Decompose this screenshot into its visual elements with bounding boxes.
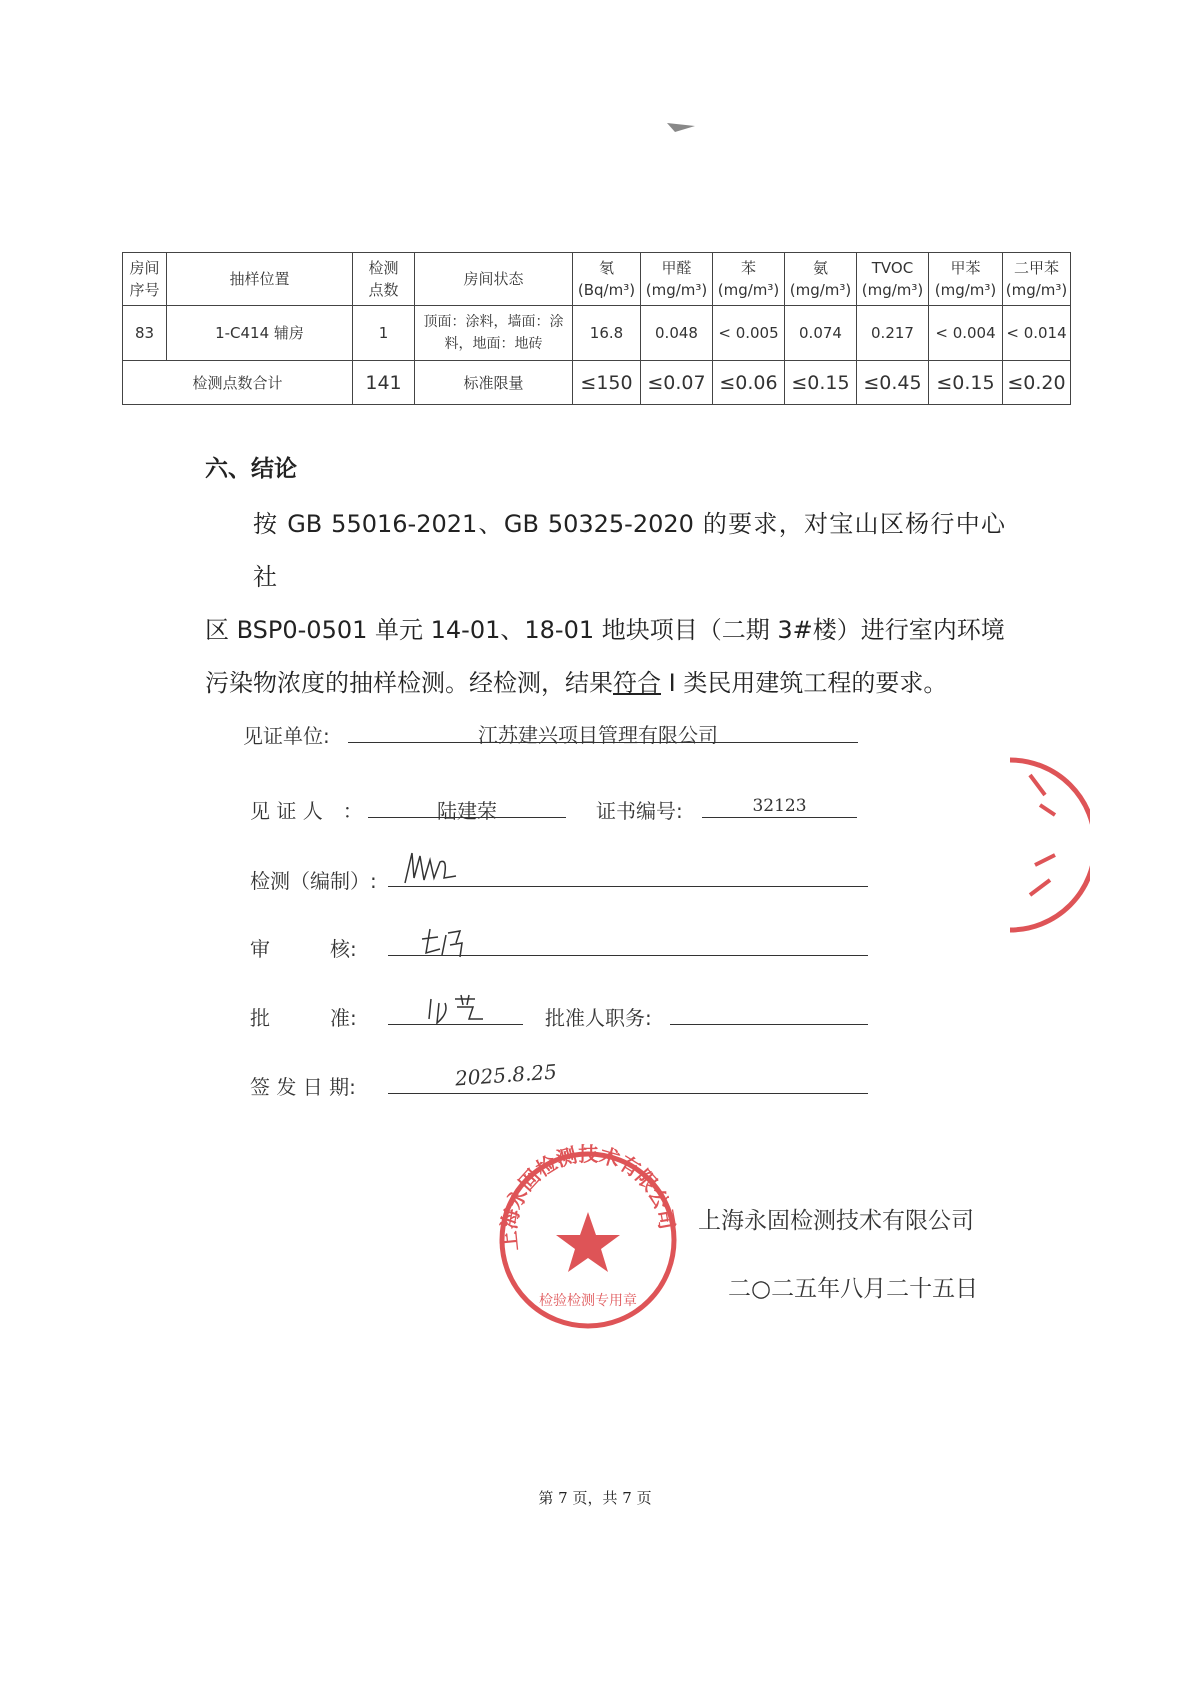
tester-signature [400,848,460,888]
header-cell: 房间 序号 [123,253,167,306]
cell: < 0.005 [713,306,785,361]
cert-line [702,817,857,818]
cell: < 0.014 [1003,306,1071,361]
limit-cell: ≤0.15 [929,361,1003,405]
results-table [122,252,1071,405]
header-cell: 房间状态 [415,253,573,306]
table-total-row [123,361,1071,405]
header-cell: 苯 (mg/m³) [713,253,785,306]
cell: < 0.004 [929,306,1003,361]
company-stamp [488,1140,688,1340]
witness-name: 陆建荣 [437,799,497,823]
limit-cell: ≤0.45 [857,361,929,405]
header-cell: 检测 点数 [353,253,415,306]
header-cell: 甲苯 (mg/m³) [929,253,1003,306]
witness-unit: 江苏建兴项目管理有限公司 [478,723,718,747]
reviewer-signature [420,925,470,960]
cell: 1-C414 辅房 [167,306,353,361]
cell: 1 [353,306,415,361]
scan-mark [665,120,700,135]
issue-date-line [388,1093,868,1094]
header-cell: 氡 (Bq/m³) [573,253,641,306]
cell: 16.8 [573,306,641,361]
issue-date: 2025.8.25 [454,1059,558,1091]
tester-label: 检测（编制）: [250,869,377,893]
approver-title-line [670,1024,868,1025]
limit-cell: ≤0.06 [713,361,785,405]
limit-cell: ≤0.20 [1003,361,1071,405]
approver-signature [425,993,495,1028]
conclusion-text: 按 GB 55016-2021、GB 50325-2020 的要求，对宝山区杨行中心社 区 BSP0-0501 单元 14-01、18-01 地块项目（二期 3#楼）进行室内环境 污染物浓度的抽样检测。经检测，结果符合 I 类民用建筑工程的要求。 [205,510,1005,697]
table-row [123,306,1071,361]
stamp-text: 上海永固检测技术有限公司 [496,1142,680,1253]
tester-line [388,886,868,887]
cell: 0.048 [641,306,713,361]
sign-date: 二○二五年八月二十五日 [728,1276,979,1302]
stamp-subtext: 检验检测专用章 [539,1293,637,1309]
approver-title-label: 批准人职务: [545,1006,652,1030]
cell: 0.074 [785,306,857,361]
cert-label: 证书编号: [596,799,683,823]
cell: 0.217 [857,306,929,361]
witness-unit-label: 见证单位: [243,724,330,748]
header-cell: TVOC (mg/m³) [857,253,929,306]
table-header-row [123,253,1071,306]
issue-date-label: 签 发 日 期: [250,1075,356,1099]
limit-cell: ≤150 [573,361,641,405]
header-cell: 抽样位置 [167,253,353,306]
header-cell: 二甲苯 (mg/m³) [1003,253,1071,306]
company-name: 上海永固检测技术有限公司 [698,1208,974,1234]
limit-cell: ≤0.15 [785,361,857,405]
approver-label: 批 准: [250,1006,357,1030]
cert-number: 32123 [752,796,807,816]
cell: 83 [123,306,167,361]
limit-label: 标准限量 [415,361,573,405]
cell: 顶面：涂料，墙面：涂料，地面：地砖 [415,306,573,361]
header-cell: 甲醛 (mg/m³) [641,253,713,306]
total-value: 141 [353,361,415,405]
partial-stamp [1000,755,1090,935]
reviewer-label: 审 核: [250,937,357,961]
total-label: 检测点数合计 [123,361,353,405]
limit-cell: ≤0.07 [641,361,713,405]
conclusion-heading: 六、结论 [205,456,297,482]
header-cell: 氨 (mg/m³) [785,253,857,306]
star-icon [556,1212,620,1272]
witness-label: 见 证 人 ： [250,799,363,823]
page-footer: 第 7 页，共 7 页 [538,1489,652,1507]
